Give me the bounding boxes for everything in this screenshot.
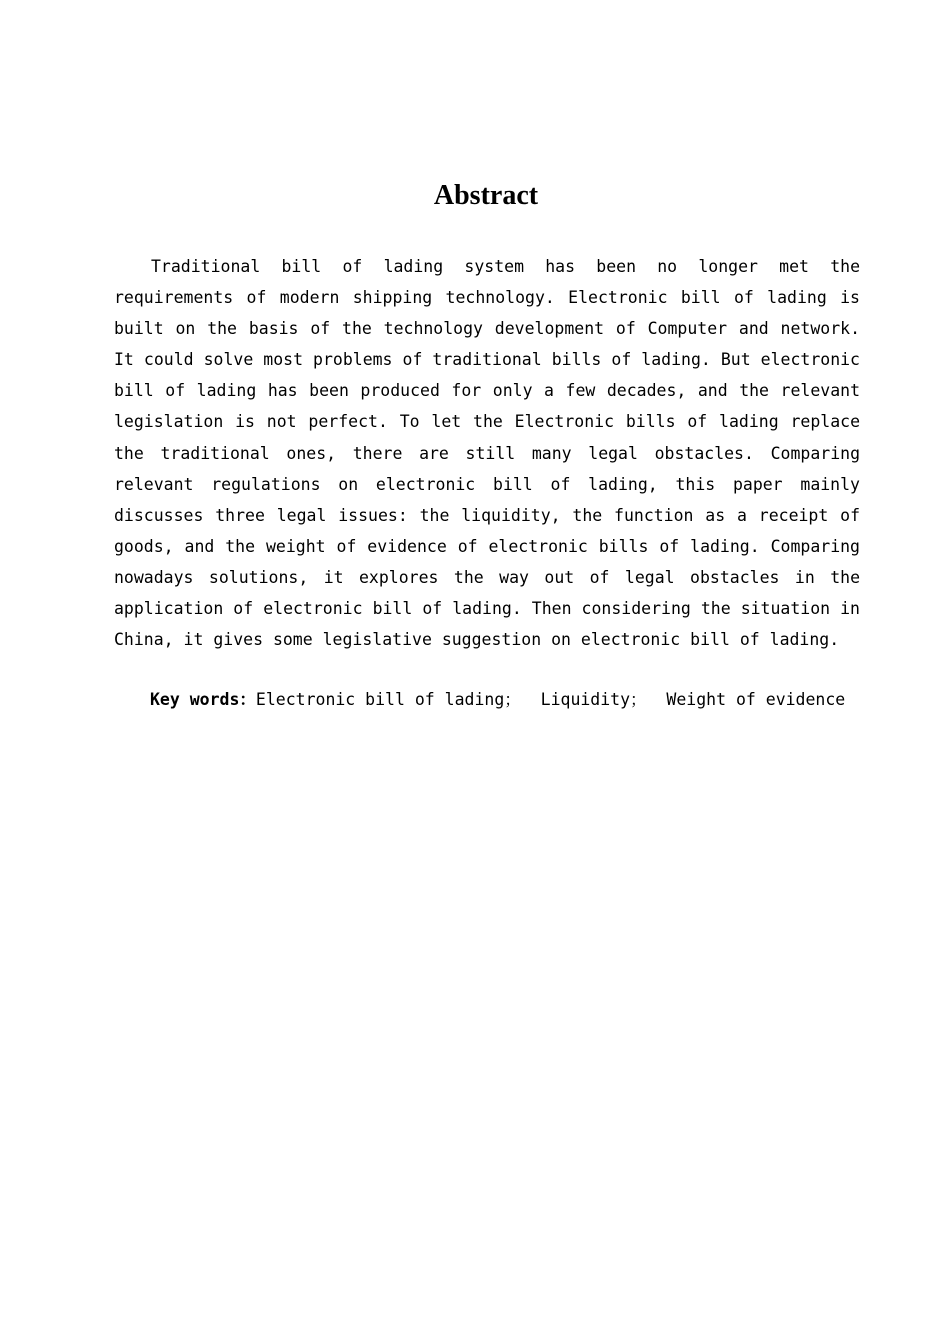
keyword-item: Weight of evidence xyxy=(666,690,846,709)
abstract-paragraph: Traditional bill of lading system has been no longer met the requirements of modern shipping technology. Electronic bill of lading is built on the basis of the technology development of Computer and network. It could solve most problems of traditional bills of lading. But electronic bill of lading has been produced for only a few decades, and the relevant legislation is not perfect. To let the Electronic bills of lading replace the traditional ones, there are still many legal obstacles. Comparing relevant regulations on electronic bill of lading, this paper mainly discusses three legal issues: the liquidity, the function as a receipt of goods, and the weight of evidence of electronic bills of lading. Comparing nowadays solutions, it explores the way out of legal obstacles in the application of electronic bill of lading. Then considering the situation in China, it gives some legislative suggestion on electronic bill of lading. xyxy=(114,257,860,650)
keywords-line xyxy=(150,684,870,715)
keyword-item: Electronic bill of lading； xyxy=(255,690,521,709)
keywords-label: Key words： xyxy=(150,690,256,709)
keyword-item: Liquidity； xyxy=(540,690,647,709)
abstract-title: Abstract xyxy=(433,180,539,211)
